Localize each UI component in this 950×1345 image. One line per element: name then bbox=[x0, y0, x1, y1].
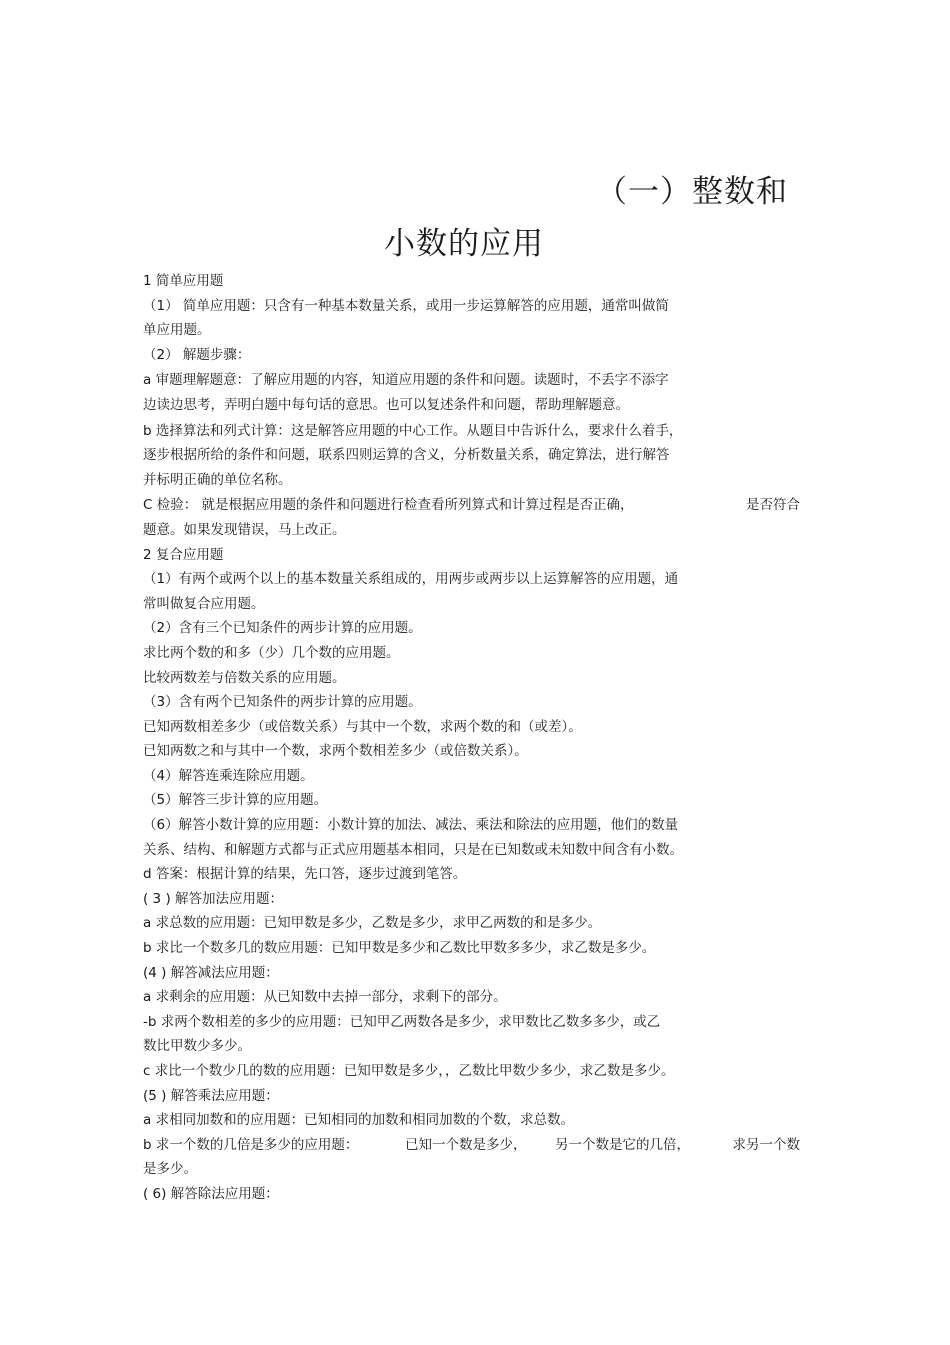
paragraph-line: （5）解答三步计算的应用题。 bbox=[143, 792, 328, 809]
paragraph-line-part: C 检验： 就是根据应用题的条件和问题进行检查看所列算式和计算过程是否正确， bbox=[143, 497, 634, 514]
title-line-2: 小数的应用 bbox=[384, 226, 544, 262]
paragraph-line: 已知两数之和与其中一个数，求两个数相差多少（或倍数关系）。 bbox=[143, 743, 528, 760]
paragraph-line: a 审题理解题意：了解应用题的内容，知道应用题的条件和问题。读题时，不丢字不添字 bbox=[143, 372, 669, 389]
paragraph-line: ( 6) 解答除法应用题： bbox=[143, 1185, 279, 1202]
paragraph-line: -b 求两个数相差的多少的应用题：已知甲乙两数各是多少，求甲数比乙数多多少，或乙 bbox=[143, 1013, 661, 1030]
paragraph-line: 逐步根据所给的条件和问题，联系四则运算的含义，分析数量关系，确定算法，进行解答 bbox=[143, 447, 670, 464]
paragraph-line: 是多少。 bbox=[143, 1161, 197, 1178]
paragraph-line: (4 ) 解答减法应用题： bbox=[143, 964, 279, 981]
paragraph-line: c 求比一个数少几的数的应用题：已知甲数是多少，，乙数比甲数少多少，求乙数是多少。 bbox=[143, 1063, 675, 1079]
paragraph-line: a 求总数的应用题：已知甲数是多少，乙数是多少，求甲乙两数的和是多少。 bbox=[143, 915, 602, 932]
paragraph-line: 已知两数相差多少（或倍数关系）与其中一个数，求两个数的和（或差）。 bbox=[143, 718, 582, 735]
paragraph-line-part: 另一个数是它的几倍， bbox=[555, 1136, 690, 1153]
paragraph-line: ( 3 ) 解答加法应用题： bbox=[143, 890, 283, 907]
paragraph-line bbox=[143, 493, 800, 518]
paragraph-line: 并标明正确的单位名称。 bbox=[143, 471, 292, 488]
paragraph-line: 数比甲数少多少。 bbox=[143, 1038, 251, 1055]
paragraph-line bbox=[143, 1133, 800, 1158]
title-line-1: （一）整数和 bbox=[596, 174, 788, 210]
paragraph-line-part: 已知一个数是多少， bbox=[405, 1136, 527, 1153]
paragraph-line: （1）有两个或两个以上的基本数量关系组成的，用两步或两步以上运算解答的应用题，通 bbox=[143, 571, 679, 588]
paragraph-line: （1） 简单应用题：只含有一种基本数量关系，或用一步运算解答的应用题，通常叫做简 bbox=[143, 297, 669, 314]
paragraph-line: （4）解答连乘连除应用题。 bbox=[143, 767, 314, 784]
paragraph-line: b 选择算法和列式计算：这是解答应用题的中心工作。从题目中告诉什么，要求什么着手， bbox=[143, 422, 683, 439]
paragraph-line-part: 求另一个数 bbox=[732, 1136, 800, 1153]
paragraph-line: （2）含有三个已知条件的两步计算的应用题。 bbox=[143, 620, 422, 637]
paragraph-line: （2） 解题步骤： bbox=[143, 346, 251, 363]
document-body bbox=[143, 269, 808, 1207]
paragraph-line-part: b 求一个数的几倍是多少的应用题： bbox=[143, 1136, 359, 1153]
paragraph-line: （3）含有两个已知条件的两步计算的应用题。 bbox=[143, 694, 422, 711]
paragraph-line: 边读边思考，弄明白题中每句话的意思。也可以复述条件和问题，帮助理解题意。 bbox=[143, 396, 629, 413]
paragraph-line: a 求剩余的应用题：从已知数中去掉一部分，求剩下的部分。 bbox=[143, 989, 507, 1006]
paragraph-line: 比较两数差与倍数关系的应用题。 bbox=[143, 669, 346, 686]
paragraph-line-part: 是否符合 bbox=[746, 497, 800, 514]
paragraph-line: 关系、结构、和解题方式都与正式应用题基本相同，只是在已知数或未知数中间含有小数。 bbox=[143, 841, 683, 858]
paragraph-line: 单应用题。 bbox=[143, 322, 211, 339]
paragraph-line: (5 ) 解答乘法应用题： bbox=[143, 1087, 279, 1104]
paragraph-line: d 答案：根据计算的结果，先口答，逐步过渡到笔答。 bbox=[143, 866, 467, 883]
paragraph-line: b 求比一个数多几的数应用题：已知甲数是多少和乙数比甲数多多少，求乙数是多少。 bbox=[143, 940, 656, 957]
paragraph-line: 求比两个数的和多（少）几个数的应用题。 bbox=[143, 644, 400, 661]
paragraph-line: 常叫做复合应用题。 bbox=[143, 595, 265, 612]
section-heading: 1 简单应用题 bbox=[143, 273, 224, 289]
paragraph-line: a 求相同加数和的应用题：已知相同的加数和相同加数的个数，求总数。 bbox=[143, 1112, 575, 1129]
paragraph-line: 题意。如果发现错误，马上改正。 bbox=[143, 521, 346, 538]
section-heading: 2 复合应用题 bbox=[143, 546, 224, 563]
paragraph-line: （6）解答小数计算的应用题：小数计算的加法、减法、乘法和除法的应用题，他们的数量 bbox=[143, 817, 679, 834]
